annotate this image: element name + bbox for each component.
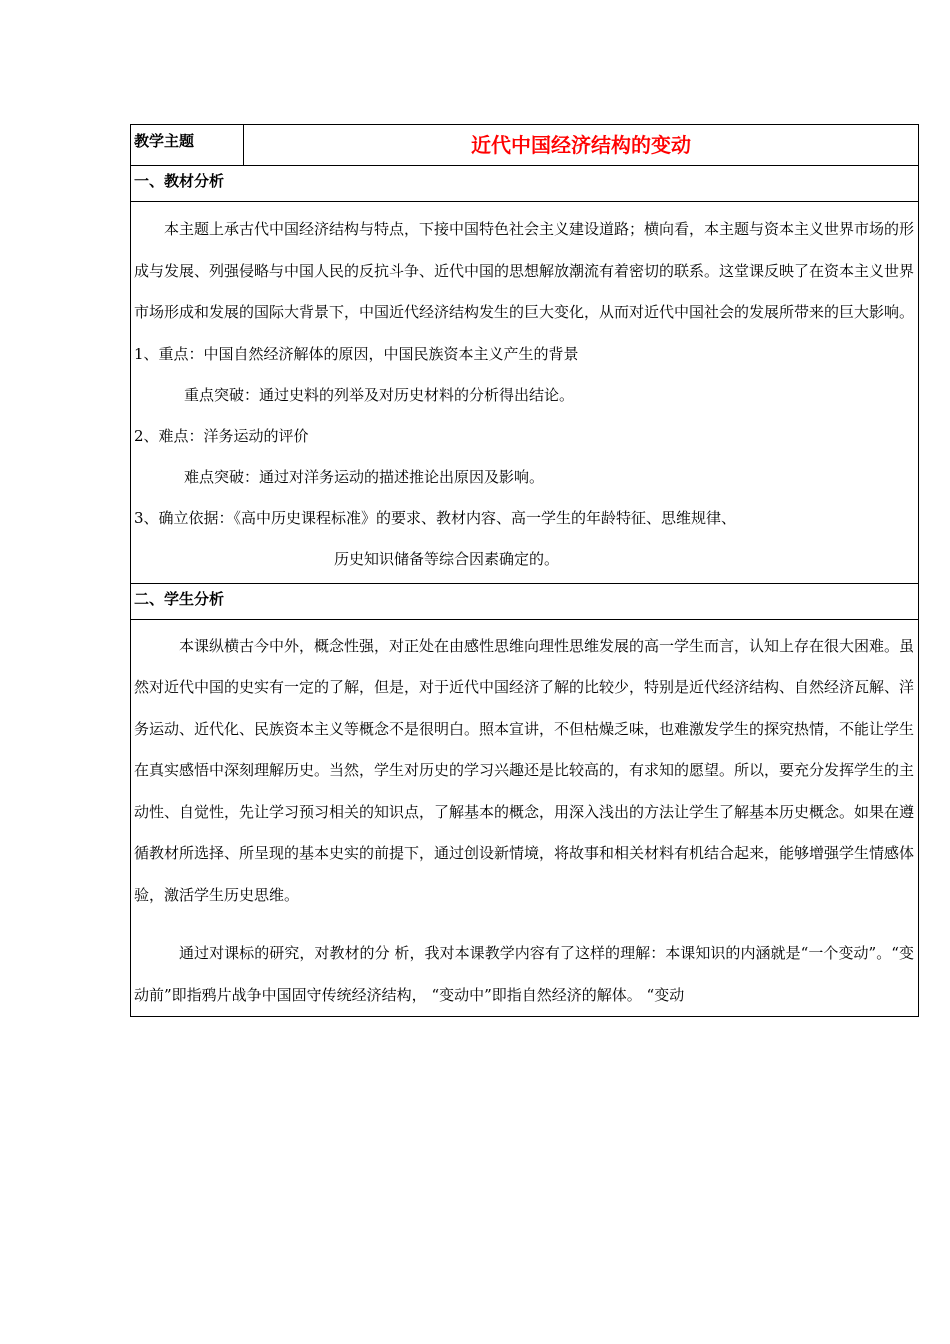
page-title: 近代中国经济结构的变动	[244, 125, 919, 166]
section1-heading-row	[131, 166, 919, 202]
section1-body	[131, 202, 919, 584]
basis-point: 3、确立依据：《高中历史课程标准》的要求、教材内容、高一学生的年龄特征、思维规律、	[134, 508, 737, 527]
section1-heading: 一、教材分析	[131, 166, 919, 202]
basis-point-continuation: 历史知识储备等综合因素确定的。	[334, 549, 560, 568]
section2-heading-row	[131, 583, 919, 619]
student-analysis-paragraph: 本课纵横古今中外，概念性强，对正处在由感性思维向理性思维发展的高一学生而言，认知上存在很大困难。虽然对近代中国的史实有一定的了解，但是，对于近代中国经济了解的比较少，特别是近代经济结构、自然经济瓦解、洋务运动、近代化、民族资本主义等概念不是很明白。照本宣讲，不但枯燥乏味，也难激发学生的探究热情，不能让学生在真实感悟中深刻理解历史。当然，学生对历史的学习兴趣还是比较高的，有求知的愿望。所以，要充分发挥学生的主动性、自觉性，先让学习预习相关的知识点，了解基本的概念，用深入浅出的方法让学生了解基本历史概念。如果在遵循教材所选择、所呈现的基本史实的前提下，通过创设新情境，将故事和相关材料有机结合起来，能够增强学生情感体验，激活学生历史思维。	[134, 636, 915, 904]
content-understanding-paragraph: 通过对课标的研究，对教材的分 析，我对本课教学内容有了这样的理解：本课知识的内涵就是“一个变动”。“变动前”即指鸦片战争中国固守传统经济结构， “变动中”即指自然经济的解体。 “变动	[134, 944, 914, 1004]
difficult-point: 2、难点：洋务运动的评价	[134, 426, 309, 445]
textbook-analysis-paragraph: 本主题上承古代中国经济结构与特点，下接中国特色社会主义建设道路；横向看，本主题与资本主义世界市场的形成与发展、列强侵略与中国人民的反抗斗争、近代中国的思想解放潮流有着密切的联系。这堂课反映了在资本主义世界市场形成和发展的国际大背景下，中国近代经济结构发生的巨大变化，从而对近代中国社会的发展所带来的巨大影响。	[134, 220, 915, 321]
key-point: 1、重点：中国自然经济解体的原因，中国民族资本主义产生的背景	[134, 344, 579, 363]
header-row	[131, 125, 919, 166]
lesson-plan-table	[130, 124, 919, 1017]
section2-body	[131, 619, 919, 1017]
topic-label: 教学主题	[131, 125, 244, 166]
key-point-breakthrough: 重点突破：通过史料的列举及对历史材料的分析得出结论。	[184, 385, 575, 404]
section1-body-row	[131, 202, 919, 584]
section2-heading: 二、学生分析	[131, 583, 919, 619]
difficult-point-breakthrough: 难点突破：通过对洋务运动的描述推论出原因及影响。	[184, 467, 545, 486]
section2-body-row	[131, 619, 919, 1017]
